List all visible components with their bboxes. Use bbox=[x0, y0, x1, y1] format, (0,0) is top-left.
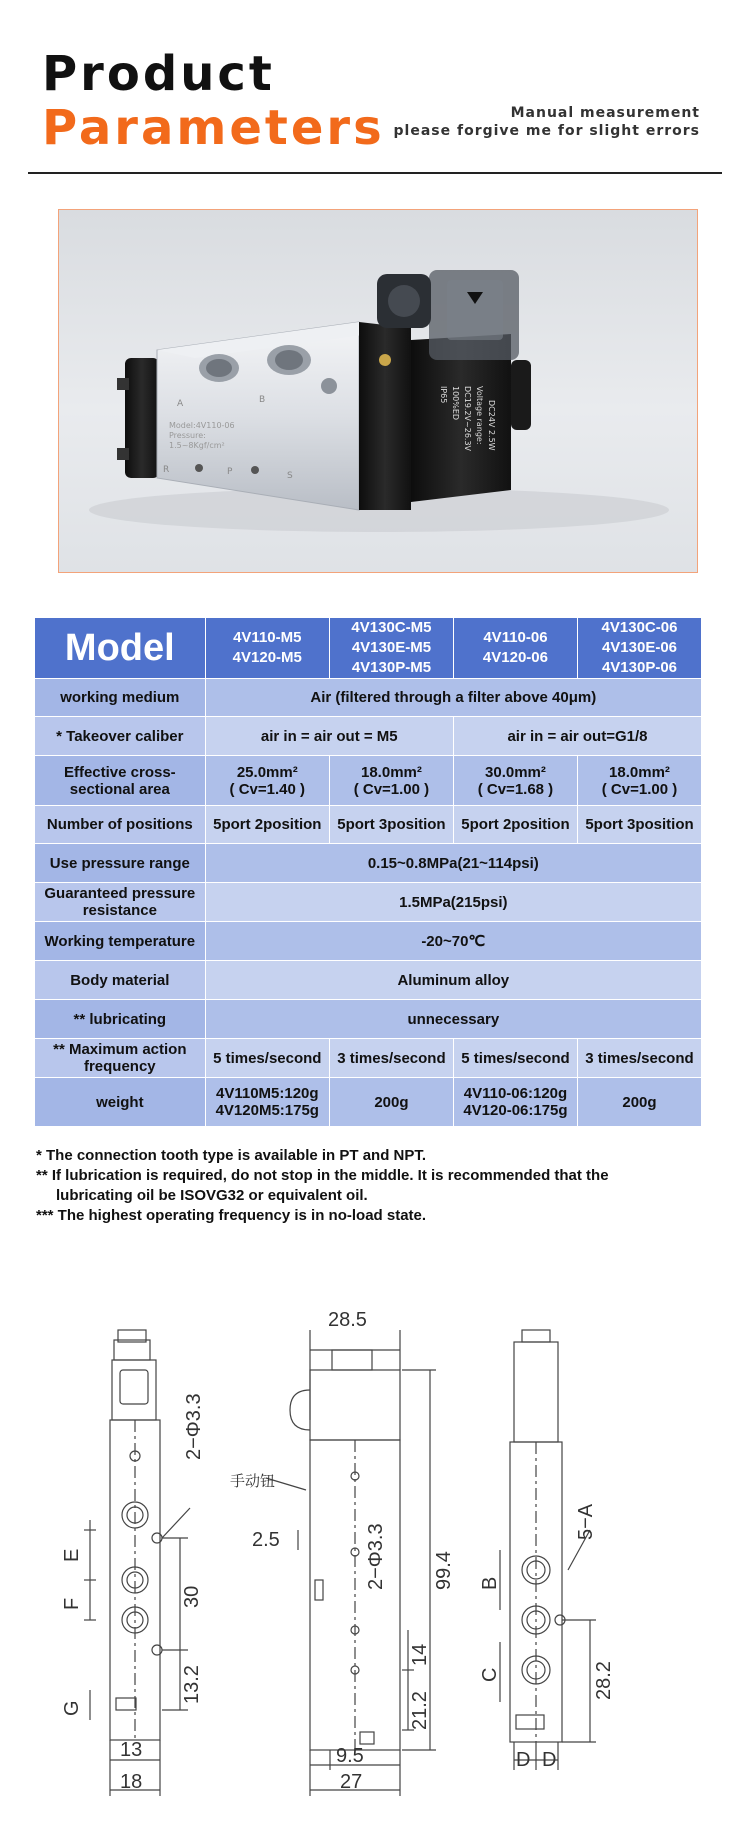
row-value bbox=[330, 756, 453, 805]
table-row bbox=[35, 922, 701, 960]
row-label: Use pressure range bbox=[35, 844, 205, 882]
title-product: Product bbox=[42, 46, 275, 102]
spec-table bbox=[34, 617, 702, 1127]
footnote-1: * The connection tooth type is available in PT and NPT. bbox=[36, 1147, 427, 1164]
row-value: 5 times/second bbox=[454, 1039, 577, 1077]
dim-right-b: B bbox=[479, 1576, 501, 1590]
value-line: 25.0mm² bbox=[236, 763, 298, 781]
body-text-pressure: Pressure: bbox=[169, 431, 206, 440]
row-label-line: frequency bbox=[83, 1058, 156, 1075]
table-row bbox=[35, 756, 701, 805]
footnotes bbox=[36, 1146, 609, 1226]
value-line: 4V110M5:120g bbox=[215, 1085, 319, 1102]
model-name: 4V130P-M5 bbox=[351, 659, 432, 676]
value-line: 30.0mm² bbox=[485, 763, 546, 781]
row-label-line: resistance bbox=[82, 902, 157, 919]
value-line: 4V110-06:120g bbox=[463, 1085, 568, 1102]
port-label-r: R bbox=[163, 465, 170, 475]
row-value: 200g bbox=[578, 1078, 701, 1126]
footnote-2: ** If lubrication is required, do not stop in the middle. It is recommended that the bbox=[36, 1167, 609, 1184]
dim-right-d2: D bbox=[542, 1749, 557, 1771]
model-name: 4V130E-06 bbox=[601, 639, 678, 656]
dim-left-13-2: 13.2 bbox=[181, 1665, 203, 1704]
row-label: Number of positions bbox=[35, 806, 205, 843]
coil-text-rating: DC24V 2.5W bbox=[487, 400, 496, 451]
coil-text-voltage-label: Voltage range: bbox=[475, 386, 484, 445]
row-value: Aluminum alloy bbox=[206, 961, 701, 999]
dimension-drawing bbox=[61, 1290, 690, 1820]
row-label bbox=[35, 883, 205, 921]
row-value: 200g bbox=[330, 1078, 453, 1126]
model-name: 4V130C-06 bbox=[601, 619, 678, 636]
coil-text-ip: IP65 bbox=[439, 386, 448, 404]
row-label bbox=[35, 1039, 205, 1077]
model-col-4 bbox=[578, 618, 701, 678]
row-label-line: sectional area bbox=[69, 780, 170, 798]
measurement-note bbox=[394, 104, 700, 140]
row-value: 3 times/second bbox=[330, 1039, 453, 1077]
table-row bbox=[35, 883, 701, 921]
model-name: 4V110-06 bbox=[483, 629, 548, 646]
row-value: air in = air out = M5 bbox=[206, 717, 453, 755]
table-row bbox=[35, 717, 701, 755]
table-row bbox=[35, 679, 701, 716]
row-value bbox=[454, 756, 577, 805]
row-label-line: Guaranteed pressure bbox=[44, 885, 196, 902]
model-col-1 bbox=[206, 618, 329, 678]
row-label-line: ** Maximum action bbox=[53, 1041, 187, 1058]
value-line: 18.0mm² bbox=[609, 763, 670, 781]
row-value: 5 times/second bbox=[206, 1039, 329, 1077]
model-name: 4V130E-M5 bbox=[351, 639, 432, 656]
row-value bbox=[206, 1078, 329, 1126]
footnote-3: *** The highest operating frequency is in no-load state. bbox=[36, 1207, 427, 1224]
row-value: 5port 2position bbox=[206, 806, 329, 843]
dim-left-f: F bbox=[61, 1597, 83, 1610]
value-line: ( Cv=1.00 ) bbox=[353, 780, 430, 798]
row-value: 5port 3position bbox=[330, 806, 453, 843]
dim-right-c: C bbox=[479, 1667, 501, 1682]
dim-mid-9-5: 9.5 bbox=[336, 1745, 364, 1767]
dim-mid-28-5: 28.5 bbox=[328, 1309, 367, 1331]
port-label-b: B bbox=[259, 395, 266, 405]
row-label: working medium bbox=[35, 679, 205, 716]
dim-mid-27: 27 bbox=[340, 1771, 363, 1793]
model-name: 4V110-M5 bbox=[233, 629, 302, 646]
model-name: 4V130C-M5 bbox=[351, 619, 432, 636]
body-text-model: Model:4V110-06 bbox=[169, 421, 235, 430]
product-photo bbox=[58, 209, 698, 573]
row-value: 3 times/second bbox=[578, 1039, 701, 1077]
row-value bbox=[454, 1078, 577, 1126]
table-header-row bbox=[35, 618, 701, 678]
row-label: weight bbox=[35, 1078, 205, 1126]
model-name: 4V120-M5 bbox=[232, 649, 302, 666]
model-header: Model bbox=[35, 618, 205, 678]
header-divider bbox=[28, 172, 722, 174]
dim-right-28-2: 28.2 bbox=[593, 1661, 615, 1700]
title-parameters: Parameters bbox=[42, 100, 385, 156]
note-line-2: please forgive me for slight errors bbox=[393, 123, 700, 139]
dim-right-5a: 5−A bbox=[575, 1503, 597, 1540]
value-line: ( Cv=1.40 ) bbox=[229, 780, 306, 798]
table-row bbox=[35, 1000, 701, 1038]
port-label-s: S bbox=[287, 471, 293, 481]
note-line-1: Manual measurement bbox=[510, 105, 700, 121]
footnote-2-cont: lubricating oil be ISOVG32 or equivalent oil. bbox=[56, 1187, 368, 1204]
dim-left-g: G bbox=[61, 1700, 83, 1716]
model-col-2 bbox=[330, 618, 453, 678]
row-value: 1.5MPa(215psi) bbox=[206, 883, 701, 921]
value-line: 4V120M5:175g bbox=[215, 1102, 319, 1119]
coil-text-voltage-range: DC19.2V~26.3V bbox=[463, 386, 472, 452]
model-col-3 bbox=[454, 618, 577, 678]
coil-text-duty: 100%ED bbox=[451, 386, 460, 421]
value-line: 18.0mm² bbox=[361, 763, 422, 781]
value-line: ( Cv=1.68 ) bbox=[477, 780, 554, 798]
manual-button-label: 手动钮 bbox=[230, 1473, 276, 1490]
body-text-range: 1.5~8Kgf/cm² bbox=[169, 441, 225, 450]
left-view bbox=[61, 1330, 205, 1796]
dim-mid-2-5: 2.5 bbox=[252, 1529, 280, 1551]
port-label-p: P bbox=[227, 467, 233, 477]
dim-left-e: E bbox=[61, 1548, 83, 1562]
table-row bbox=[35, 961, 701, 999]
model-name: 4V120-06 bbox=[482, 649, 548, 666]
row-value: air in = air out=G1/8 bbox=[454, 717, 701, 755]
row-value: unnecessary bbox=[206, 1000, 701, 1038]
dim-left-13: 13 bbox=[120, 1739, 143, 1761]
model-name: 4V130P-06 bbox=[601, 659, 678, 676]
dim-mid-14: 14 bbox=[409, 1643, 431, 1666]
row-value: -20~70℃ bbox=[206, 922, 701, 960]
row-label: Body material bbox=[35, 961, 205, 999]
dim-left-18: 18 bbox=[120, 1771, 143, 1793]
row-label: ** lubricating bbox=[35, 1000, 205, 1038]
dim-left-hole: 2−Φ3.3 bbox=[183, 1393, 205, 1460]
row-label bbox=[35, 756, 205, 805]
row-label: Working temperature bbox=[35, 922, 205, 960]
dim-left-30: 30 bbox=[181, 1585, 203, 1608]
row-value: 5port 3position bbox=[578, 806, 701, 843]
dim-mid-99-4: 99.4 bbox=[433, 1551, 455, 1590]
row-value: 0.15~0.8MPa(21~114psi) bbox=[206, 844, 701, 882]
row-label: * Takeover caliber bbox=[35, 717, 205, 755]
row-label-line: Effective cross- bbox=[63, 763, 176, 781]
dim-mid-21-2: 21.2 bbox=[409, 1691, 431, 1730]
value-line: 4V120-06:175g bbox=[463, 1102, 568, 1119]
table-row bbox=[35, 806, 701, 843]
row-value bbox=[578, 756, 701, 805]
right-view bbox=[479, 1330, 615, 1771]
row-value bbox=[206, 756, 329, 805]
row-value: 5port 2position bbox=[454, 806, 577, 843]
valve-illustration bbox=[59, 210, 697, 572]
port-label-a: A bbox=[177, 399, 184, 409]
middle-view bbox=[230, 1309, 455, 1796]
dim-right-d1: D bbox=[516, 1749, 531, 1771]
table-row bbox=[35, 844, 701, 882]
table-row bbox=[35, 1078, 701, 1126]
value-line: ( Cv=1.00 ) bbox=[601, 780, 678, 798]
dim-mid-hole: 2−Φ3.3 bbox=[365, 1523, 387, 1590]
row-value: Air (filtered through a filter above 40μm) bbox=[206, 679, 701, 716]
table-row bbox=[35, 1039, 701, 1077]
